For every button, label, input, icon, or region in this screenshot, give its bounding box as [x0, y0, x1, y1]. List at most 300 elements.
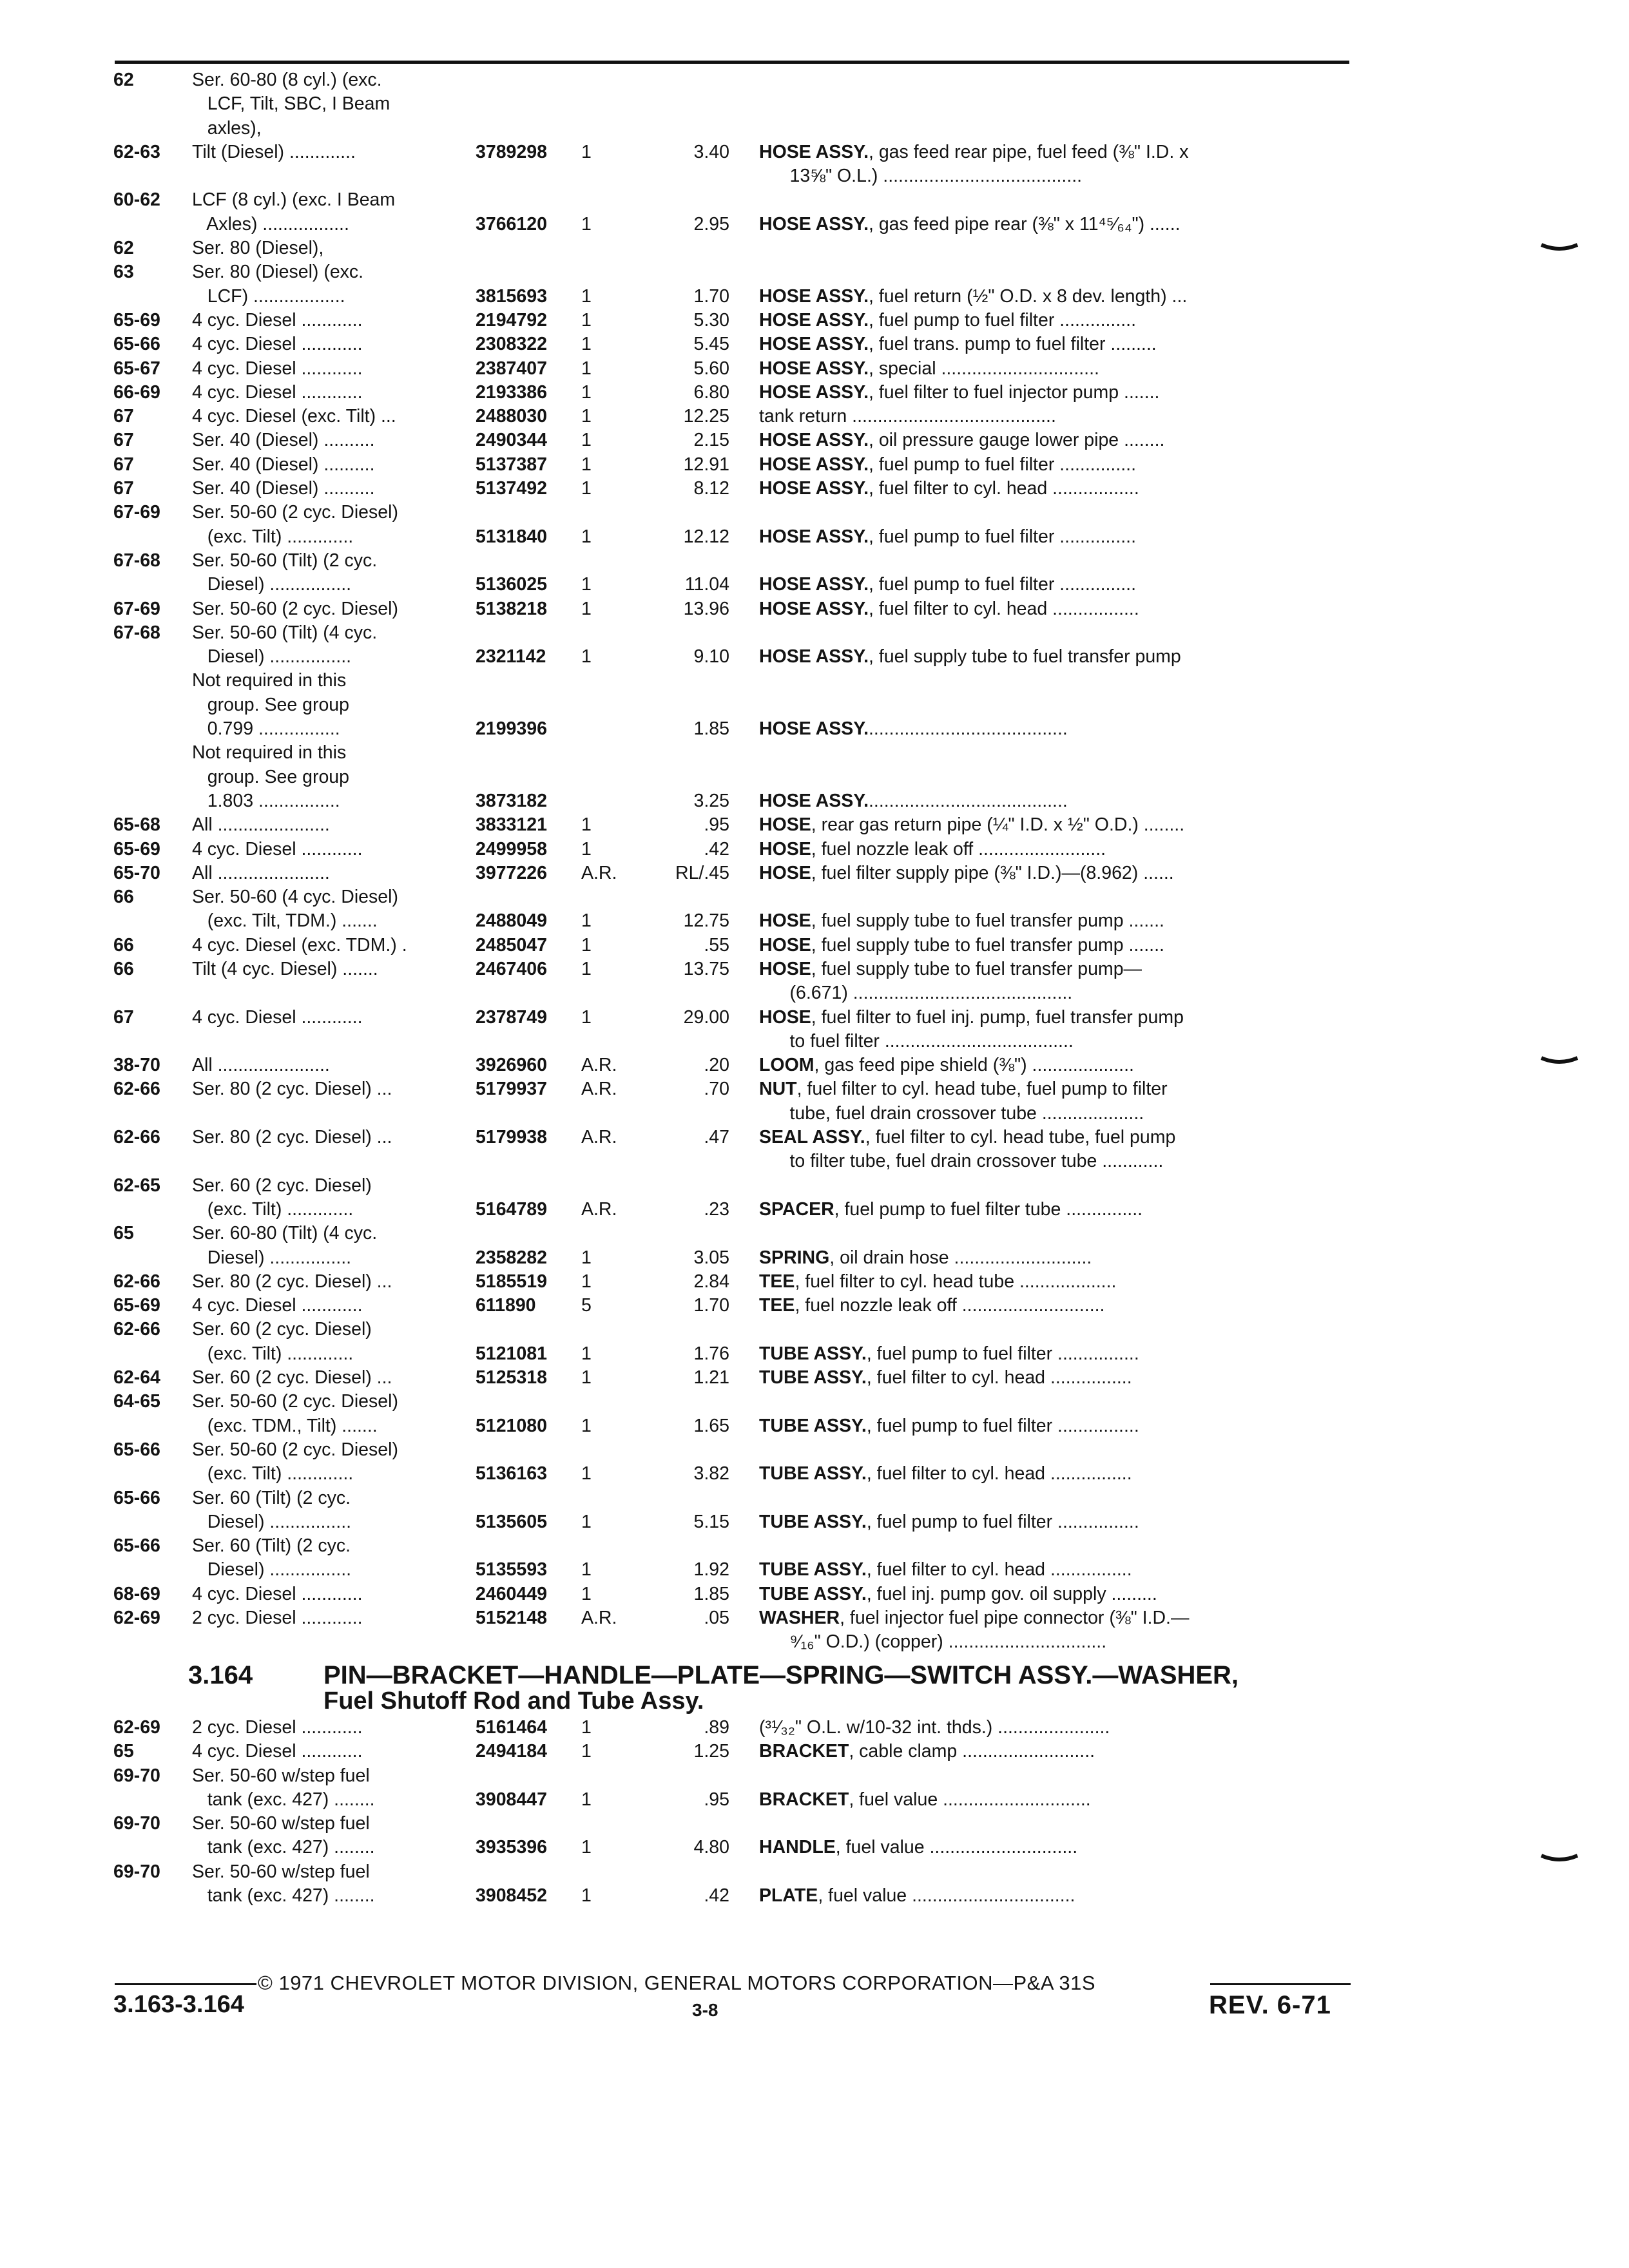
table-row: [113, 140, 1357, 164]
scan-margin-mark: [1540, 1853, 1579, 1865]
quantity: 1: [581, 478, 592, 499]
part-description: HOSE ASSY., special ...............................: [759, 358, 1099, 379]
year-range: [113, 981, 192, 1005]
table-row: [113, 1740, 1357, 1763]
table-row: [113, 1390, 1357, 1414]
part-number: 5135605: [476, 1511, 547, 1532]
part-description: HOSE ASSY., gas feed pipe rear (⅜" x 11⁴⁵⁄₆₄") ......: [759, 213, 1181, 235]
model-application: Not required in this: [192, 742, 347, 764]
year-range: [113, 741, 192, 765]
part-number: 2199396: [476, 718, 547, 740]
part-number: 3908447: [476, 1789, 547, 1810]
part-number: 5179938: [476, 1127, 547, 1148]
model-application: 4 cyc. Diesel (exc. TDM.) .: [192, 934, 407, 956]
part-number: 5161464: [476, 1717, 547, 1738]
price: 5.60: [693, 358, 729, 379]
model-application: (exc. Tilt) .............: [192, 1343, 354, 1364]
price: 2.15: [693, 430, 729, 451]
part-description: TEE, fuel nozzle leak off ............................: [759, 1295, 1105, 1316]
part-number: 3833121: [476, 814, 547, 836]
table-row: [113, 1126, 1357, 1149]
quantity: [572, 1174, 624, 1198]
part-description: HOSE, fuel filter to fuel inj. pump, fuel transfer pump: [759, 1006, 1184, 1028]
model-application: Ser. 60-80 (Tilt) (4 cyc.: [192, 1223, 378, 1244]
quantity: [572, 1318, 624, 1341]
part-description: (6.671) ...........................................: [759, 983, 1073, 1004]
part-description: HOSE, fuel nozzle leak off .........................: [759, 838, 1106, 860]
quantity: [572, 501, 624, 524]
year-range: [113, 717, 192, 741]
price: [624, 765, 759, 789]
price: 1.70: [693, 1295, 729, 1316]
part-number: [476, 765, 572, 789]
table-row: [113, 1342, 1357, 1366]
price: .95: [704, 814, 729, 836]
quantity: 1: [581, 646, 592, 668]
model-application: [192, 981, 476, 1005]
year-range: 62-66: [113, 1271, 160, 1292]
year-range: [113, 1198, 192, 1222]
table-row: [113, 1006, 1357, 1030]
quantity: 1: [581, 910, 592, 932]
part-description: TUBE ASSY., fuel inj. pump gov. oil supply .........: [759, 1583, 1157, 1604]
year-range: 67: [113, 430, 134, 451]
quantity: A.R.: [581, 1608, 617, 1628]
quantity: A.R.: [581, 1079, 617, 1100]
model-application: Tilt (4 cyc. Diesel) .......: [192, 958, 378, 979]
quantity: 1: [581, 1367, 592, 1389]
part-number: [476, 236, 572, 260]
quantity: A.R.: [581, 1055, 617, 1076]
table-row: [113, 669, 1357, 693]
table-row: [113, 260, 1357, 284]
year-range: 62: [113, 70, 134, 90]
part-description: HOSE ASSY........................................: [759, 790, 1068, 811]
part-description: to fuel filter .....................................: [759, 1030, 1074, 1052]
table-row: [113, 332, 1357, 356]
table-row: [113, 1558, 1357, 1582]
price: 3.82: [693, 1463, 729, 1485]
part-description: [759, 68, 1403, 92]
part-number: [476, 741, 572, 765]
quantity: 1: [581, 309, 592, 331]
part-number: [476, 1030, 572, 1053]
part-number: [476, 1102, 572, 1126]
model-application: 2 cyc. Diesel ............: [192, 1608, 363, 1628]
part-number: 2499958: [476, 838, 547, 860]
quantity: [572, 669, 624, 693]
year-range: [113, 1102, 192, 1126]
top-rule: [115, 61, 1349, 64]
year-range: 66: [113, 934, 134, 956]
part-description: [759, 1318, 1403, 1341]
price: 3.05: [693, 1247, 729, 1268]
table-row: [113, 525, 1357, 549]
model-application: LCF, Tilt, SBC, I Beam: [192, 93, 390, 115]
part-number: [476, 669, 572, 693]
price: [624, 164, 759, 188]
price: [624, 68, 759, 92]
quantity: 1: [581, 430, 592, 451]
model-application: Ser. 50-60 w/step fuel: [192, 1813, 370, 1834]
model-application: Ser. 60 (2 cyc. Diesel): [192, 1319, 372, 1340]
model-application: (exc. TDM., Tilt) .......: [192, 1415, 378, 1436]
part-description: [759, 621, 1403, 645]
quantity: [572, 1149, 624, 1173]
part-description: [759, 1222, 1403, 1245]
quantity: [572, 1030, 624, 1053]
price: 13.75: [683, 958, 729, 979]
table-row: [113, 381, 1357, 405]
part-description: [759, 1534, 1403, 1558]
year-range: 62-63: [113, 141, 160, 162]
part-number: [476, 549, 572, 573]
model-application: [192, 1102, 476, 1126]
part-description: [759, 669, 1403, 693]
year-range: [113, 765, 192, 789]
table-row: [113, 1318, 1357, 1341]
table-row: [113, 1630, 1357, 1654]
table-row: [113, 789, 1357, 813]
price: [624, 981, 759, 1005]
price: [624, 549, 759, 573]
quantity: [572, 717, 624, 741]
model-application: Ser. 50-60 (4 cyc. Diesel): [192, 887, 398, 908]
section-subtitle: Fuel Shutoff Rod and Tube Assy.: [323, 1687, 704, 1715]
model-application: Ser. 50-60 (2 cyc. Diesel): [192, 1391, 398, 1412]
part-description: [759, 549, 1403, 573]
quantity: [572, 789, 624, 813]
part-number: [476, 1318, 572, 1341]
part-description: PLATE, fuel value ................................: [759, 1885, 1075, 1907]
model-application: Ser. 80 (2 cyc. Diesel) ...: [192, 1127, 392, 1148]
model-application: 2 cyc. Diesel ............: [192, 1717, 363, 1738]
price: .05: [704, 1608, 729, 1628]
footer-page-number: 3-8: [692, 2000, 718, 2020]
model-application: Ser. 80 (Diesel) (exc.: [192, 262, 364, 283]
year-range: 67: [113, 478, 134, 499]
part-number: 5179937: [476, 1079, 547, 1100]
model-application: (exc. Tilt, TDM.) .......: [192, 910, 378, 932]
table-row: [113, 1486, 1357, 1510]
part-description: 13⅝" O.L.) .......................................: [759, 166, 1083, 187]
part-description: TUBE ASSY., fuel pump to fuel filter ................: [759, 1343, 1139, 1364]
part-description: HOSE ASSY........................................: [759, 718, 1068, 740]
year-range: [113, 789, 192, 813]
price: 1.85: [693, 1583, 729, 1604]
price: 12.75: [683, 910, 729, 932]
price: [624, 621, 759, 645]
year-range: 65-66: [113, 334, 160, 355]
part-description: [759, 741, 1403, 765]
part-description: [759, 1390, 1403, 1414]
part-number: [476, 1860, 572, 1884]
year-range: [113, 1630, 192, 1654]
part-description: HOSE ASSY., fuel pump to fuel filter ...............: [759, 454, 1137, 475]
model-application: Tilt (Diesel) .............: [192, 141, 356, 162]
model-application: LCF) ..................: [192, 285, 345, 307]
part-description: HOSE ASSY., fuel trans. pump to fuel filter .........: [759, 334, 1157, 355]
price: 11.04: [684, 574, 729, 595]
table-row: [113, 357, 1357, 381]
model-application: tank (exc. 427) ........: [192, 1789, 375, 1810]
part-description: HOSE ASSY., fuel pump to fuel filter ...............: [759, 309, 1137, 331]
quantity: [572, 693, 624, 717]
table-row: [113, 597, 1357, 621]
model-application: Ser. 50-60 (Tilt) (2 cyc.: [192, 550, 378, 571]
part-description: HOSE ASSY., oil pressure gauge lower pipe ........: [759, 430, 1165, 451]
year-range: 62-69: [113, 1717, 160, 1738]
price: [624, 669, 759, 693]
price: [624, 1318, 759, 1341]
year-range: [113, 164, 192, 188]
year-range: 65-69: [113, 838, 160, 860]
year-range: [113, 285, 192, 309]
table-row: [113, 693, 1357, 717]
part-number: 5138218: [476, 598, 547, 619]
model-application: 4 cyc. Diesel ............: [192, 1295, 363, 1316]
quantity: 1: [581, 1789, 592, 1810]
part-description: HOSE ASSY., fuel pump to fuel filter ...............: [759, 526, 1137, 547]
price: [624, 260, 759, 284]
year-range: 65: [113, 1223, 134, 1244]
quantity: [572, 117, 624, 140]
table-row: [113, 549, 1357, 573]
part-description: ⁹⁄₁₆" O.D.) (copper) ...............................: [759, 1631, 1107, 1653]
model-application: Diesel) ................: [192, 574, 352, 595]
table-row: [113, 1438, 1357, 1462]
year-range: 64-65: [113, 1391, 160, 1412]
part-number: 5125318: [476, 1367, 547, 1389]
table-row: [113, 885, 1357, 909]
model-application: 4 cyc. Diesel ............: [192, 1583, 363, 1604]
quantity: 1: [581, 526, 592, 547]
quantity: 1: [581, 1415, 592, 1436]
model-application: Ser. 40 (Diesel) ..........: [192, 454, 375, 475]
price: [624, 1812, 759, 1836]
year-range: 69-70: [113, 1813, 160, 1834]
year-range: [113, 1246, 192, 1270]
part-description: HOSE, fuel supply tube to fuel transfer pump .......: [759, 934, 1164, 956]
part-number: 3789298: [476, 141, 547, 162]
part-description: tank return ........................................: [759, 406, 1056, 427]
price: [624, 117, 759, 140]
table-row: [113, 621, 1357, 645]
part-description: [759, 1438, 1403, 1462]
price: [624, 236, 759, 260]
part-number: 611890: [476, 1295, 536, 1316]
part-description: TUBE ASSY., fuel filter to cyl. head ................: [759, 1559, 1132, 1581]
price: 3.40: [693, 141, 729, 162]
footer-section-range: 3.163-3.164: [113, 1991, 244, 2018]
year-range: 62: [113, 238, 134, 259]
scan-margin-mark: [1540, 242, 1579, 254]
price: 1.21: [693, 1367, 729, 1389]
year-range: [113, 1149, 192, 1173]
part-description: HOSE, fuel supply tube to fuel transfer pump—: [759, 958, 1142, 979]
part-number: 5164789: [476, 1198, 547, 1220]
quantity: [572, 236, 624, 260]
part-description: HOSE ASSY., fuel return (½" O.D. x 8 dev. length) ...: [759, 285, 1188, 307]
year-range: 65-69: [113, 1295, 160, 1316]
quantity: [572, 1534, 624, 1558]
year-range: 66: [113, 958, 134, 979]
price: 13.96: [683, 598, 729, 619]
quantity: [572, 164, 624, 188]
part-description: NUT, fuel filter to cyl. head tube, fuel pump to filter: [759, 1079, 1168, 1100]
part-number: [476, 1630, 572, 1654]
footer-rule-right: [1210, 1983, 1351, 1985]
model-application: Axles) .................: [192, 213, 349, 235]
part-number: [476, 1390, 572, 1414]
price: .89: [704, 1717, 729, 1738]
part-description: TUBE ASSY., fuel filter to cyl. head ................: [759, 1367, 1132, 1389]
table-row: [113, 188, 1357, 212]
part-number: [476, 981, 572, 1005]
table-row: [113, 1462, 1357, 1486]
part-description: [759, 92, 1403, 116]
year-range: 67: [113, 1006, 134, 1028]
table-row: [113, 236, 1357, 260]
price: [624, 501, 759, 524]
quantity: [572, 68, 624, 92]
part-description: (³¹⁄₃₂" O.L. w/10-32 int. thds.) ......................: [759, 1717, 1110, 1738]
part-number: 5185519: [476, 1271, 547, 1292]
table-row: [113, 1836, 1357, 1860]
model-application: Diesel) ................: [192, 1511, 352, 1532]
part-number: 2308322: [476, 334, 547, 355]
footer-copyright: © 1971 CHEVROLET MOTOR DIVISION, GENERAL MOTORS CORPORATION—P&A 31S: [258, 1972, 1096, 1994]
year-range: 65: [113, 1741, 134, 1762]
year-range: [113, 92, 192, 116]
year-range: 62-66: [113, 1127, 160, 1148]
quantity: [572, 92, 624, 116]
price: 1.92: [693, 1559, 729, 1581]
price: 1.25: [693, 1741, 729, 1762]
model-application: tank (exc. 427) ........: [192, 1885, 375, 1907]
model-application: Ser. 80 (Diesel),: [192, 238, 324, 259]
table-row: [113, 573, 1357, 597]
price: 1.76: [693, 1343, 729, 1364]
part-description: HOSE ASSY., fuel filter to cyl. head .................: [759, 598, 1139, 619]
table-row: [113, 1102, 1357, 1126]
part-description: HOSE, rear gas return pipe (¼" I.D. x ½" O.D.) ........: [759, 814, 1185, 836]
table-row: [113, 909, 1357, 933]
quantity: 1: [581, 838, 592, 860]
year-range: [113, 1836, 192, 1860]
year-range: [113, 525, 192, 549]
part-number: 3977226: [476, 862, 547, 883]
price: .47: [704, 1127, 729, 1148]
price: [624, 1486, 759, 1510]
year-range: [113, 669, 192, 693]
year-range: [113, 1510, 192, 1534]
price: [624, 92, 759, 116]
part-number: [476, 693, 572, 717]
price: 3.25: [693, 790, 729, 811]
price: 2.95: [693, 213, 729, 235]
price: 9.10: [693, 646, 729, 668]
table-row: [113, 92, 1357, 116]
model-application: Ser. 80 (2 cyc. Diesel) ...: [192, 1079, 392, 1100]
table-row: [113, 285, 1357, 309]
section-heading-3-164: [188, 1662, 1354, 1714]
model-application: Ser. 50-60 (2 cyc. Diesel): [192, 502, 398, 523]
table-row: [113, 1294, 1357, 1318]
table-row: [113, 405, 1357, 428]
part-number: 3935396: [476, 1837, 547, 1858]
model-application: tank (exc. 427) ........: [192, 1837, 375, 1858]
model-application: Ser. 50-60 (2 cyc. Diesel): [192, 598, 398, 619]
price: 1.65: [693, 1415, 729, 1436]
model-application: All ......................: [192, 1055, 330, 1076]
model-application: [192, 1630, 476, 1654]
year-range: 60-62: [113, 189, 160, 211]
price: .55: [704, 934, 729, 956]
year-range: [113, 1462, 192, 1486]
part-description: tube, fuel drain crossover tube ....................: [759, 1102, 1144, 1124]
quantity: 1: [581, 1271, 592, 1292]
part-description: BRACKET, fuel value .............................: [759, 1789, 1091, 1810]
quantity: [572, 260, 624, 284]
table-row: [113, 501, 1357, 524]
price: [624, 693, 759, 717]
year-range: 65-66: [113, 1535, 160, 1557]
part-number: 5136163: [476, 1463, 547, 1485]
year-range: 65-67: [113, 358, 160, 379]
year-range: [113, 117, 192, 140]
quantity: [572, 1630, 624, 1654]
quantity: [572, 741, 624, 765]
quantity: [572, 188, 624, 212]
price: 29.00: [683, 1006, 729, 1028]
quantity: 1: [581, 358, 592, 379]
table-row: [113, 1788, 1357, 1812]
quantity: 1: [581, 285, 592, 307]
table-row: [113, 213, 1357, 236]
table-row: [113, 1077, 1357, 1101]
part-number: [476, 1534, 572, 1558]
year-range: 68-69: [113, 1583, 160, 1604]
quantity: 5: [581, 1295, 592, 1316]
price: .20: [704, 1055, 729, 1076]
price: 5.30: [693, 309, 729, 331]
year-range: [113, 1558, 192, 1582]
part-number: 3873182: [476, 790, 547, 811]
part-description: SEAL ASSY., fuel filter to cyl. head tube, fuel pump: [759, 1127, 1176, 1148]
price: 1.70: [693, 285, 729, 307]
price: [624, 741, 759, 765]
quantity: [572, 621, 624, 645]
model-application: Ser. 60-80 (8 cyl.) (exc.: [192, 70, 382, 90]
table-row: [113, 428, 1357, 452]
quantity: [572, 1812, 624, 1836]
part-description: [759, 1860, 1403, 1884]
price: RL/.45: [675, 862, 729, 883]
table-row: [113, 453, 1357, 477]
table-row: [113, 1534, 1357, 1558]
part-number: [476, 1222, 572, 1245]
part-description: [759, 1812, 1403, 1836]
part-description: HOSE ASSY., fuel supply tube to fuel transfer pump: [759, 646, 1181, 668]
table-row: [113, 1884, 1357, 1908]
model-application: LCF (8 cyl.) (exc. I Beam: [192, 189, 396, 211]
quantity: [572, 1390, 624, 1414]
quantity: 1: [581, 574, 592, 595]
part-number: 2494184: [476, 1741, 547, 1762]
price: 8.12: [693, 478, 729, 499]
table-row: [113, 741, 1357, 765]
